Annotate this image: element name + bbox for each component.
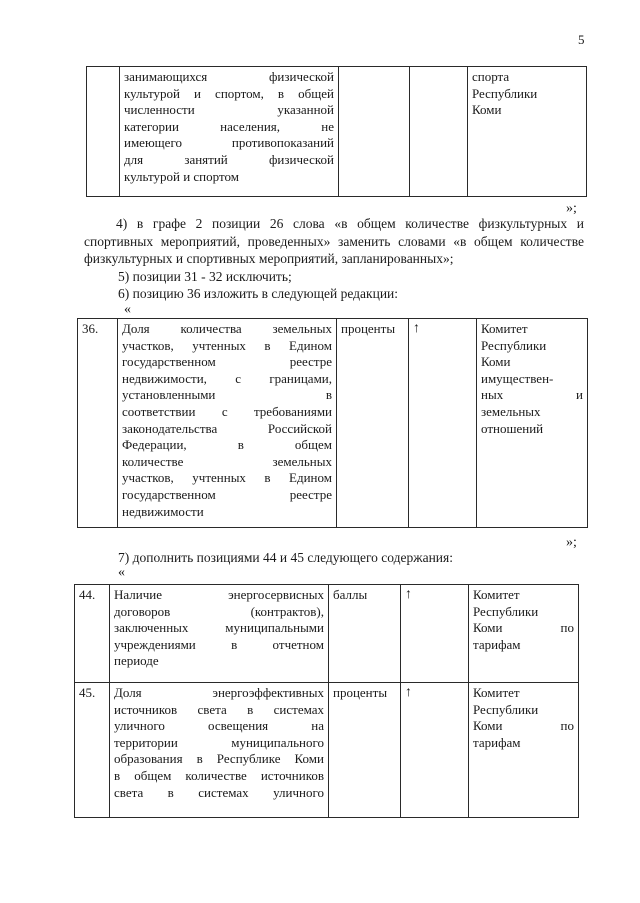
up-arrow-icon: ↑ <box>401 585 469 683</box>
text-line: занимающихся физической <box>124 69 334 84</box>
text-line: категории населения, не <box>124 118 334 134</box>
table-positions-44-45 <box>74 584 579 818</box>
cell-indicator-name <box>110 585 329 683</box>
text-line: установленными в <box>122 387 332 403</box>
text-line: Коми <box>481 354 511 370</box>
text-line: в общем количестве источников <box>114 767 324 783</box>
text-line: Коми по <box>473 620 574 636</box>
table-row <box>75 683 579 818</box>
cell-trend <box>410 67 468 197</box>
text-line: численности указанной <box>124 102 334 118</box>
text-line: участков, учтенных в Едином <box>122 337 332 353</box>
text-line: договоров (контрактов), <box>114 603 324 619</box>
cell-indicator-name <box>120 67 339 197</box>
text-line: земельных <box>481 403 541 419</box>
table-continuation <box>86 66 587 197</box>
text-line: тарифам <box>473 636 521 652</box>
cell-responsible <box>469 585 579 683</box>
text-line: Комитет <box>473 685 520 700</box>
text-line: Комитет <box>473 587 520 602</box>
table-row <box>87 67 587 197</box>
cell-unit: проценты <box>329 683 401 818</box>
text-line: культурой и спортом, в общей <box>124 85 334 101</box>
text-line: государственном реестре <box>122 354 332 370</box>
up-arrow-icon: ↑ <box>409 319 477 528</box>
text-line: тарифам <box>473 734 521 750</box>
text-line: Доля количества земельных <box>122 321 332 336</box>
text-line: Доля энергоэффективных <box>114 685 324 700</box>
text-line: соответствии с требованиями <box>122 403 332 419</box>
cell-number: 44. <box>75 585 110 683</box>
text-line: территории муниципального <box>114 734 324 750</box>
text-line: Комитет <box>481 321 528 336</box>
cell-unit: баллы <box>329 585 401 683</box>
item-4: 4) в графе 2 позиции 26 слова «в общем количестве физкультурных и спортивных мероприятий, проведенных» заменить словами «в общем количестве физкультурных и спортивных мероприятий, запланированных»; <box>84 216 584 266</box>
closing-quote-1: »; <box>566 201 577 216</box>
text-line: ных и <box>481 387 583 403</box>
page-number: 5 <box>578 32 585 47</box>
text-line: света в системах уличного <box>114 784 324 800</box>
text-line: Республики <box>472 85 538 101</box>
text-line: учреждениями в отчетном <box>114 636 324 652</box>
cell-number: 36. <box>78 319 118 528</box>
cell-indicator-name <box>118 319 337 528</box>
text-line: недвижимости, с границами, <box>122 370 332 386</box>
opening-quote-2: « <box>118 565 125 580</box>
text-line: источников света в системах <box>114 701 324 717</box>
text-line: спорта <box>472 69 510 84</box>
cell-indicator-name <box>110 683 329 818</box>
text-line: законодательства Российской <box>122 420 332 436</box>
table-row <box>78 319 588 528</box>
cell-unit <box>339 67 410 197</box>
cell-responsible <box>477 319 588 528</box>
closing-quote-2: »; <box>566 535 577 550</box>
text-line: культурой и спортом <box>124 168 239 184</box>
text-line: заключенных муниципальными <box>114 620 324 636</box>
opening-quote-1: « <box>124 302 131 317</box>
text-line: имеющего противопоказаний <box>124 135 334 151</box>
up-arrow-icon: ↑ <box>401 683 469 818</box>
text-line: Республики <box>481 337 547 353</box>
text-line: Республики <box>473 603 539 619</box>
cell-responsible <box>469 683 579 818</box>
text-line: периоде <box>114 653 159 669</box>
table-row <box>75 585 579 683</box>
text-line: недвижимости <box>122 503 204 519</box>
text-line: государственном реестре <box>122 486 332 502</box>
text-line: Коми <box>472 102 502 118</box>
item-5: 5) позиции 31 - 32 исключить; <box>118 269 292 284</box>
cell-responsible <box>468 67 587 197</box>
cell-number <box>87 67 120 197</box>
cell-number: 45. <box>75 683 110 818</box>
text-line: уличного освещения на <box>114 718 324 734</box>
item-6: 6) позицию 36 изложить в следующей редакции: <box>118 286 399 301</box>
text-line: отношений <box>481 420 544 436</box>
text-line: имуществен- <box>481 370 554 386</box>
text-line: Федерации, в общем <box>122 437 332 453</box>
text-line: для занятий физической <box>124 151 334 167</box>
text-line: Коми по <box>473 718 574 734</box>
text-line: образования в Республике Коми <box>114 751 324 767</box>
text-line: количестве земельных <box>122 453 332 469</box>
item-7: 7) дополнить позициями 44 и 45 следующего содержания: <box>118 550 453 565</box>
text-line: участков, учтенных в Едином <box>122 470 332 486</box>
table-position-36 <box>77 318 588 528</box>
text-line: Республики <box>473 701 539 717</box>
text-line: Наличие энергосервисных <box>114 587 324 602</box>
cell-unit: проценты <box>337 319 409 528</box>
